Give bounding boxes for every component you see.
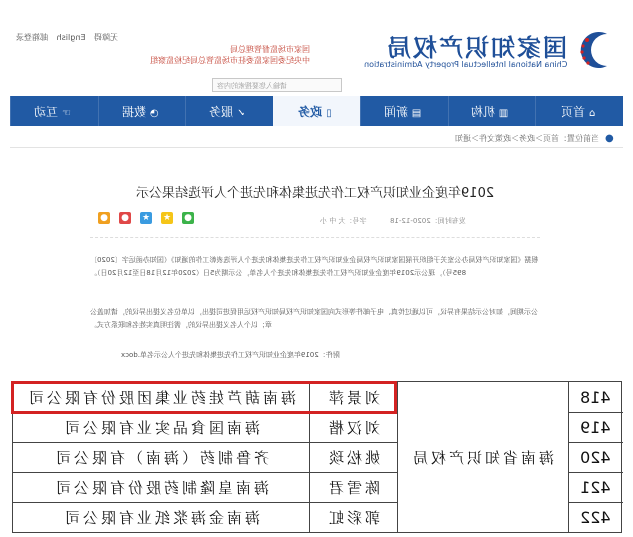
cell-text: 海南金海浆纸业有限公司	[61, 508, 260, 527]
cell-text: 姚松琰	[325, 448, 380, 467]
cell-text: 齐鲁制药（海南）有限公司	[52, 448, 269, 467]
cell-text: 刘景萍	[325, 388, 380, 407]
nav-item-home[interactable]	[535, 96, 623, 126]
table-cell-number	[568, 382, 623, 412]
meta-divider	[90, 222, 540, 238]
document-icon: ▯	[326, 107, 332, 119]
table-cell-company	[13, 382, 309, 412]
nav-item-interact[interactable]	[10, 96, 98, 126]
nav-label: 首页	[560, 104, 585, 119]
cell-text: 海南省知识产权局	[410, 449, 555, 467]
breadcrumb-text[interactable]: 当前位置：首页＞政务＞政策文件＞通知	[455, 134, 599, 143]
breadcrumb	[10, 130, 623, 148]
service-icon: ✓	[237, 107, 246, 119]
nav-item-service[interactable]	[185, 96, 273, 126]
cell-text: 422	[580, 507, 611, 527]
cell-text: 陈雪君	[325, 478, 380, 497]
share-star-icon[interactable]: ★	[162, 213, 172, 223]
share-wechat-icon[interactable]: ●	[182, 212, 194, 224]
table-cell-number	[568, 472, 623, 502]
notice-line-2[interactable]: 中央纪委国家监委驻市场监管总局纪检监察组	[150, 56, 310, 65]
site-title: 国家知识产权局	[385, 34, 567, 62]
cell-text: 418	[580, 387, 611, 407]
table-cell-name	[309, 412, 397, 442]
nav-item-news[interactable]	[360, 96, 448, 126]
table-cell-company	[13, 442, 309, 472]
table-cell-name	[309, 382, 397, 412]
table-cell-name	[309, 502, 397, 532]
nav-item-data[interactable]	[98, 96, 186, 126]
table-cell-number	[568, 502, 623, 532]
font-size-label: 字号：大 中 小	[320, 217, 367, 225]
nav-item-government[interactable]	[273, 96, 361, 126]
location-pin-icon: ●	[605, 133, 614, 144]
publish-date-text: 发布时间：2020-12-18	[390, 217, 466, 225]
utility-link-accessibility[interactable]: 无障碍	[93, 33, 118, 42]
cell-text: 421	[580, 477, 611, 497]
article-paragraph-2	[90, 306, 540, 332]
table-cell-company	[13, 412, 309, 442]
article	[90, 150, 540, 380]
chart-icon: ◔	[149, 107, 159, 119]
site-header	[0, 0, 633, 96]
nav-label: 机构	[471, 104, 496, 119]
cell-text: 郭彩虹	[325, 508, 380, 527]
cell-text: 海南葫芦娃药业集团股份有限公司	[25, 388, 296, 407]
share-weibo-icon[interactable]: ●	[119, 212, 131, 224]
utility-link-mail[interactable]: 邮箱登录	[16, 33, 48, 42]
nav-label: 政务	[298, 104, 323, 119]
cell-text: 刘汉楷	[325, 418, 380, 437]
table-cell-number	[568, 442, 623, 472]
result-table	[12, 381, 622, 533]
attachment-text: 附件：2019年度企业知识产权工作先进集体和先进个人公示名单.docx	[121, 351, 340, 359]
nav-item-organization[interactable]	[448, 96, 536, 126]
table-cell-number	[568, 412, 623, 442]
utility-link-english[interactable]: English	[56, 33, 86, 42]
attachment-link[interactable]	[90, 350, 540, 360]
site-subtitle: China National Intellectual Property Administration	[363, 60, 567, 69]
nav-label: 数据	[121, 104, 146, 119]
main-nav	[10, 96, 623, 126]
brand[interactable]	[305, 22, 625, 82]
table-cell-name	[309, 472, 397, 502]
article-title	[90, 182, 540, 201]
article-title-text: 2019年度企业知识产权工作先进集体和先进个人评选结果公示	[135, 186, 495, 201]
home-icon: ⌂	[588, 107, 595, 119]
table-cell-name	[309, 442, 397, 472]
search-placeholder: 请输入您要搜索的内容	[217, 82, 287, 90]
nav-label: 服务	[209, 104, 234, 119]
cell-text: 419	[580, 417, 611, 437]
table-cell-company	[13, 472, 309, 502]
cell-text: 420	[580, 447, 611, 467]
nav-label: 新闻	[383, 104, 408, 119]
cnipa-logo-icon	[577, 28, 621, 72]
building-icon: ▥	[499, 107, 509, 119]
article-paragraph-1	[90, 254, 540, 280]
cell-text: 海南皇隆制药股份有限公司	[52, 478, 269, 497]
share-qzone-icon[interactable]: ★	[141, 213, 151, 223]
notice-line-1[interactable]: 国家市场监督管理总局	[230, 45, 310, 54]
paragraph-text: 根据《国家知识产权局办公室关于组织开展国家知识产权局企业知识产权工作先进集体和先进个人评选表彰工作的通知》（国知办函运字〔2020〕895号），现公示2019年度企业知识产权工作先进集体和先进个人名单，公示期为5日（2020年12月18日至12月20日）。	[90, 256, 539, 277]
share-rss-icon[interactable]: ●	[98, 212, 110, 224]
notice-text	[150, 44, 310, 66]
nav-label: 互动	[33, 104, 58, 119]
utility-links	[10, 32, 118, 43]
cell-text: 海南国食品实业有限公司	[61, 418, 260, 437]
interact-icon: ☞	[61, 107, 71, 119]
paragraph-text: 公示期间，如对公示结果有异议，可以通过传真、电子邮件等形式向国家知识产权局知识产权运用促进司提出，以单位名义提出异议的，请加盖公章；以个人名义提出异议的，需注明真实姓名和联系方式。	[90, 308, 538, 329]
table-cell-organization	[397, 382, 568, 533]
news-icon: ▤	[411, 107, 422, 119]
table-cell-company	[13, 502, 309, 532]
